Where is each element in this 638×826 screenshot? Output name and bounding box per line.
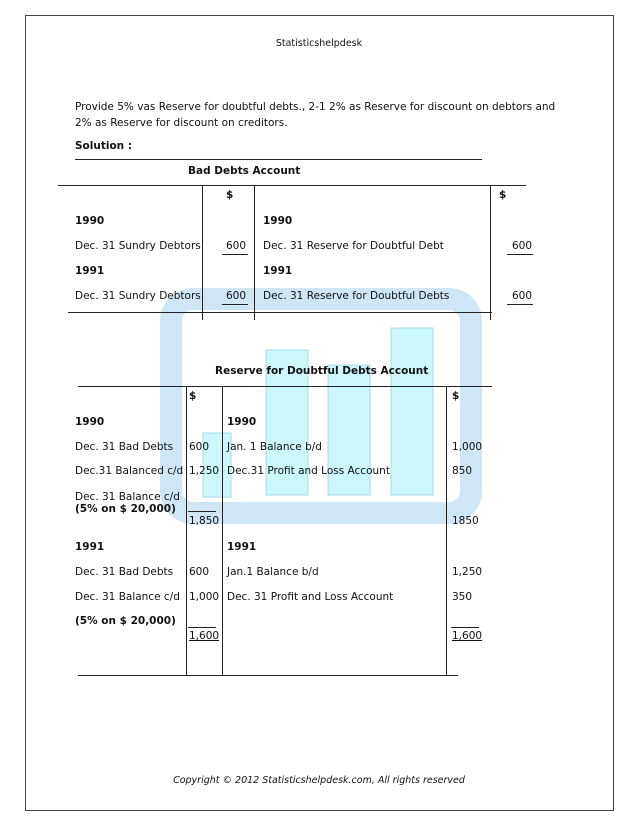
intro-line-1: Provide 5% vas Reserve for doubtful debts., 2-1 2% as Reserve for discount on debtors and (75, 101, 556, 113)
reserve-col-rule-1 (186, 386, 187, 676)
reserve-entry-left: Dec. 31 Bad Debts (75, 441, 174, 453)
reserve-entry-left-amount: 1,250 (189, 465, 220, 477)
reserve-entry-right-amount: 1,250 (452, 566, 483, 578)
reserve-entry-left: Dec. 31 Balance c/d (75, 491, 180, 503)
bad-debts-col-rule-2 (254, 186, 255, 320)
reserve-entry-left: Dec. 31 Bad Debts (75, 566, 174, 578)
bad-debts-header-rule (58, 185, 526, 186)
bad-debts-year-left: 1991 (75, 265, 105, 277)
bad-debts-top-rule (75, 159, 482, 160)
reserve-entry-right: Dec.31 Profit and Loss Account (227, 465, 390, 477)
reserve-total-left: 1,600 (189, 630, 220, 642)
amount-underline (222, 304, 248, 305)
bad-debts-entry-right-amount: 600 (512, 240, 533, 252)
page-header: Statisticshelpdesk (275, 38, 363, 49)
reserve-bottom-rule (78, 675, 458, 676)
reserve-entry-left: Dec.31 Balanced c/d (75, 465, 184, 477)
reserve-entry-left-amount: 600 (189, 566, 210, 578)
bad-debts-col-rule-1 (202, 186, 203, 320)
reserve-entry-left-note: (5% on $ 20,000) (75, 615, 176, 627)
reserve-total-right: 1850 (452, 515, 479, 527)
bad-debts-title: Bad Debts Account (188, 165, 301, 177)
amount-underline (507, 304, 533, 305)
solution-heading: Solution : (75, 140, 133, 152)
reserve-header-rule (78, 386, 492, 387)
bad-debts-currency-right: $ (499, 189, 507, 201)
watermark-logo (160, 288, 482, 524)
reserve-year-left: 1991 (75, 541, 105, 553)
bad-debts-col-rule-3 (490, 186, 491, 320)
reserve-col-rule-2 (222, 386, 223, 676)
reserve-entry-right: Jan.1 Balance b/d (227, 566, 319, 578)
bad-debts-bottom-rule (68, 312, 492, 313)
bad-debts-entry-right: Dec. 31 Reserve for Doubtful Debt (263, 240, 444, 252)
watermark-bar-4 (391, 328, 433, 495)
bad-debts-entry-left-amount: 600 (226, 240, 247, 252)
intro-line-2: 2% as Reserve for discount on creditors. (75, 117, 288, 129)
reserve-entry-right-amount: 850 (452, 465, 473, 477)
amount-underline (222, 254, 248, 255)
bad-debts-entry-left: Dec. 31 Sundry Debtors (75, 240, 201, 252)
reserve-entry-left: Dec. 31 Balance c/d (75, 591, 180, 603)
amount-underline (451, 627, 479, 628)
reserve-total-left: 1,850 (189, 515, 220, 527)
bad-debts-year-left: 1990 (75, 215, 105, 227)
bad-debts-entry-left: Dec. 31 Sundry Debtors (75, 290, 201, 302)
reserve-entry-left-amount: 600 (189, 441, 210, 453)
bad-debts-currency-left: $ (226, 189, 234, 201)
reserve-entry-right: Jan. 1 Balance b/d (227, 441, 322, 453)
reserve-entry-right-amount: 1,000 (452, 441, 483, 453)
amount-underline (188, 511, 216, 512)
reserve-currency-right: $ (452, 390, 460, 402)
bad-debts-entry-left-amount: 600 (226, 290, 247, 302)
bad-debts-year-right: 1990 (263, 215, 293, 227)
reserve-year-right: 1991 (227, 541, 257, 553)
reserve-entry-left-note: (5% on $ 20,000) (75, 503, 176, 515)
page-footer: Copyright © 2012 Statisticshelpdesk.com, All rights reserved (173, 775, 465, 786)
reserve-col-rule-3 (446, 386, 447, 676)
reserve-entry-right-amount: 350 (452, 591, 473, 603)
bad-debts-entry-right: Dec. 31 Reserve for Doubtful Debts (263, 290, 450, 302)
amount-underline (188, 627, 216, 628)
bad-debts-entry-right-amount: 600 (512, 290, 533, 302)
reserve-year-right: 1990 (227, 416, 257, 428)
reserve-entry-left-amount: 1,000 (189, 591, 220, 603)
amount-underline (507, 254, 533, 255)
reserve-title: Reserve for Doubtful Debts Account (215, 365, 429, 377)
reserve-year-left: 1990 (75, 416, 105, 428)
reserve-entry-right: Dec. 31 Profit and Loss Account (227, 591, 394, 603)
reserve-currency-left: $ (189, 390, 197, 402)
bad-debts-year-right: 1991 (263, 265, 293, 277)
reserve-total-right: 1,600 (452, 630, 483, 642)
